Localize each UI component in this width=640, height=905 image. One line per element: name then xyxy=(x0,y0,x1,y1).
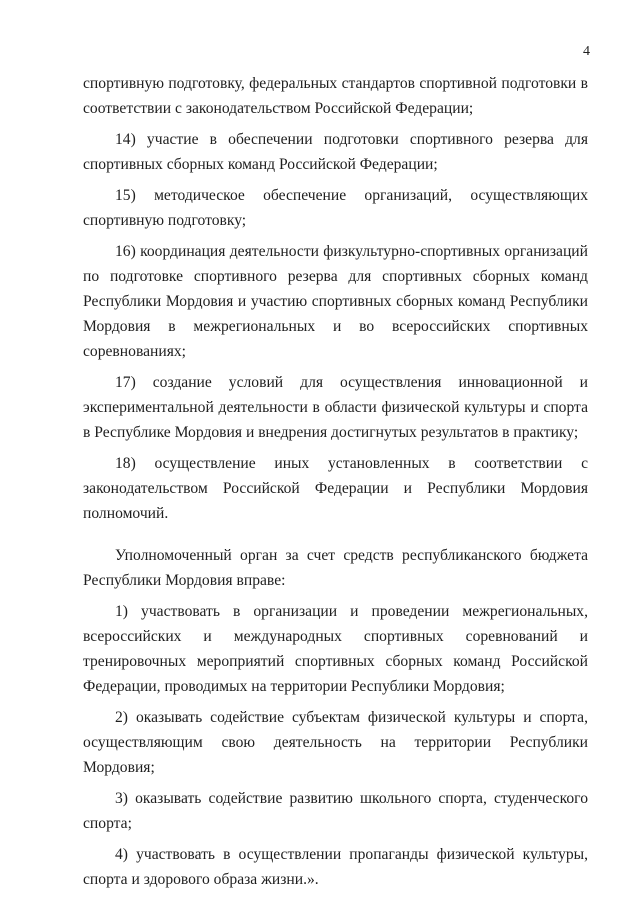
list-item-18: 18) осуществление иных установленных в соответствии с законодательством Российской Федерации и Республики Мордовия полномочий. xyxy=(83,455,588,522)
rights-item-3: 3) оказывать содействие развитию школьного спорта, студенческого спорта; xyxy=(83,790,588,832)
rights-item-2: 2) оказывать содействие субъектам физической культуры и спорта, осуществляющим свою деятельность на территории Республики Мордовия; xyxy=(83,709,588,776)
rights-item-1: 1) участвовать в организации и проведении межрегиональных, всероссийских и международных спортивных соревнований и тренировочных мероприятий спортивных сборных команд Российской Федерации, проводимых на территории Республики Мордовия; xyxy=(83,603,588,695)
list-item-17: 17) создание условий для осуществления инновационной и экспериментальной деятельности в области физической культуры и спорта в Республике Мордовия и внедрения достигнутых результатов в практику; xyxy=(83,374,588,441)
list-item-16: 16) координация деятельности физкультурно-спортивных организаций по подготовке спортивного резерва для спортивных сборных команд Республики Мордовия и участию спортивных сборных команд Республики Мордовия в межрегиональных и во всероссийских спортивных соревнованиях; xyxy=(83,243,588,360)
list-item-14: 14) участие в обеспечении подготовки спортивного резерва для спортивных сборных команд Российской Федерации; xyxy=(83,131,588,173)
document-body xyxy=(83,71,588,892)
page-number: 4 xyxy=(583,44,590,59)
list-item-15: 15) методическое обеспечение организаций, осуществляющих спортивную подготовку; xyxy=(83,187,588,229)
paragraph-continuation: спортивную подготовку, федеральных стандартов спортивной подготовки в соответствии с законодательством Российской Федерации; xyxy=(83,75,588,117)
rights-item-4: 4) участвовать в осуществлении пропаганды физической культуры, спорта и здорового образа жизни.». xyxy=(83,846,588,888)
paragraph-authority-rights: Уполномоченный орган за счет средств республиканского бюджета Республики Мордовия вправе: xyxy=(83,547,588,589)
